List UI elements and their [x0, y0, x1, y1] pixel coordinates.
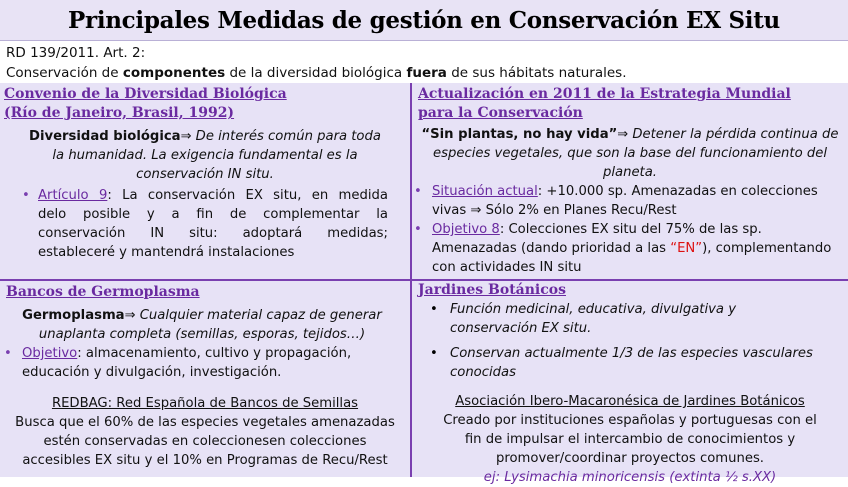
bullet-objetivo-8 [412, 220, 848, 277]
asociacion-block [412, 392, 848, 487]
bullet-text: delo posible y a fin de complementar la [38, 207, 388, 222]
lysimachia-example: ej: Lysimachia minoricensis (extinta ½ s.XX) [483, 470, 777, 485]
bullet-icon: • [414, 184, 422, 199]
title-bar [0, 0, 848, 41]
bullet-text: : La conservación EX situ, en medida [107, 188, 389, 203]
asociacion-text: promover/coordinar proyectos comunes. [495, 451, 765, 466]
implies-icon: ⇒ [124, 308, 136, 323]
objetivo-8-link[interactable]: Objetivo 8 [432, 222, 500, 237]
bullet-text: estableceré y mantendrá instalaciones [38, 245, 295, 260]
intro-block [0, 41, 848, 83]
bullet-text: Amenazadas (dando prioridad a las [432, 241, 671, 256]
bullet-text: con actividades IN situ [432, 260, 582, 275]
quote-text: Detener la pérdida continua de [628, 127, 839, 142]
jardines-heading: Jardines Botánicos [418, 282, 566, 298]
asociacion-text: fin de impulsar el intercambio de conocimientos y [464, 432, 796, 447]
bullet-text: conservación EX situ. [450, 321, 592, 336]
bullet-icon: • [414, 222, 422, 237]
quote-text: planeta. [602, 165, 658, 180]
germoplasma-definition [0, 306, 410, 344]
panel-jardines-botanicos [412, 281, 848, 485]
intro-bold-fuera: fuera [406, 65, 447, 81]
bullet-text: conservación IN situ: adoptará medidas; [38, 226, 388, 241]
bullet-icon: • [4, 346, 12, 361]
panel-estrategia [412, 83, 848, 279]
bullet-conservan [412, 344, 848, 382]
estrategia-heading-1: Actualización en 2011 de la Estrategia Mundial [418, 86, 791, 102]
intro-line-2 [6, 63, 842, 83]
en-highlight: “EN” [670, 241, 703, 256]
convenio-heading-2: (Río de Janeiro, Brasil, 1992) [4, 105, 235, 121]
def-text: conservación IN situ. [136, 167, 274, 182]
bullet-icon: • [22, 188, 30, 203]
redbag-text: accesibles EX situ y el 10% en Programas de Recu/Rest [22, 453, 388, 468]
bullet-text: : +10.000 sp. Amenazadas en colecciones [537, 184, 818, 199]
intro-text: Conservación de [6, 65, 123, 81]
bullet-text: conocidas [450, 365, 516, 380]
implies-icon: ⇒ [617, 127, 629, 142]
redbag-block [0, 394, 410, 470]
quote-text: especies vegetales, que son la base del funcionamiento del [432, 146, 827, 161]
redbag-title: REDBAG: Red Española de Bancos de Semillas [51, 396, 359, 411]
intro-text: de la diversidad biológica [225, 65, 407, 81]
def-text: la humanidad. La exigencia fundamental es la [52, 148, 358, 163]
intro-text: de sus hábitats naturales. [446, 65, 627, 81]
asociacion-title: Asociación Ibero-Macaronésica de Jardines Botánicos [455, 394, 805, 409]
horizontal-divider [0, 279, 848, 281]
convenio-heading-1: Convenio de la Diversidad Biológica [4, 86, 287, 102]
bullet-text: : Colecciones EX situ del 75% de las sp. [499, 222, 762, 237]
bullet-articulo-9 [0, 186, 410, 262]
def-text: unaplanta completa (semillas, esporas, tejidos…) [38, 327, 366, 342]
asociacion-text: Creado por instituciones españolas y portuguesas con el [443, 413, 817, 428]
bullet-text: Función medicinal, educativa, divulgativa y [450, 302, 737, 317]
situacion-actual-link[interactable]: Situación actual [432, 184, 538, 199]
bullet-text: : almacenamiento, cultivo y propagación, [77, 346, 352, 361]
bullet-situacion-actual [412, 182, 848, 220]
quote-bold: “Sin plantas, no hay vida” [421, 127, 618, 142]
bullet-text: vivas ⇒ Sólo 2% en Planes Recu/Rest [432, 203, 677, 218]
bullet-text: Conservan actualmente 1/3 de las especies vasculares [450, 346, 813, 361]
intro-line-1: RD 139/2011. Art. 2: [6, 45, 146, 61]
estrategia-quote [412, 125, 848, 182]
bullet-objetivo [0, 344, 410, 382]
bullet-text: educación y divulgación, investigación. [22, 365, 282, 380]
def-text: Cualquier material capaz de generar [135, 308, 382, 323]
articulo-9-link[interactable]: Artículo 9 [38, 188, 108, 203]
convenio-definition [0, 127, 410, 184]
bullet-funcion [412, 300, 848, 338]
def-term: Diversidad biológica [29, 129, 181, 144]
bullet-icon: • [430, 346, 438, 361]
panel-convenio [0, 83, 410, 279]
objetivo-link[interactable]: Objetivo [22, 346, 78, 361]
bullet-icon: • [430, 302, 438, 317]
bullet-text: ), complementando [702, 241, 832, 256]
slide-title: Principales Medidas de gestión en Conservación EX Situ [68, 6, 780, 34]
bancos-heading: Bancos de Germoplasma [6, 284, 200, 300]
intro-bold-componentes: componentes [122, 65, 226, 81]
def-text: De interés común para toda [191, 129, 381, 144]
implies-icon: ⇒ [180, 129, 192, 144]
def-term: Germoplasma [22, 308, 125, 323]
redbag-text: Busca que el 60% de las especies vegetales amenazadas [15, 415, 395, 430]
redbag-text: estén conservadas en coleccionesen colecciones [43, 434, 367, 449]
estrategia-heading-2: para la Conservación [418, 105, 583, 121]
panel-bancos-germoplasma [0, 281, 410, 477]
